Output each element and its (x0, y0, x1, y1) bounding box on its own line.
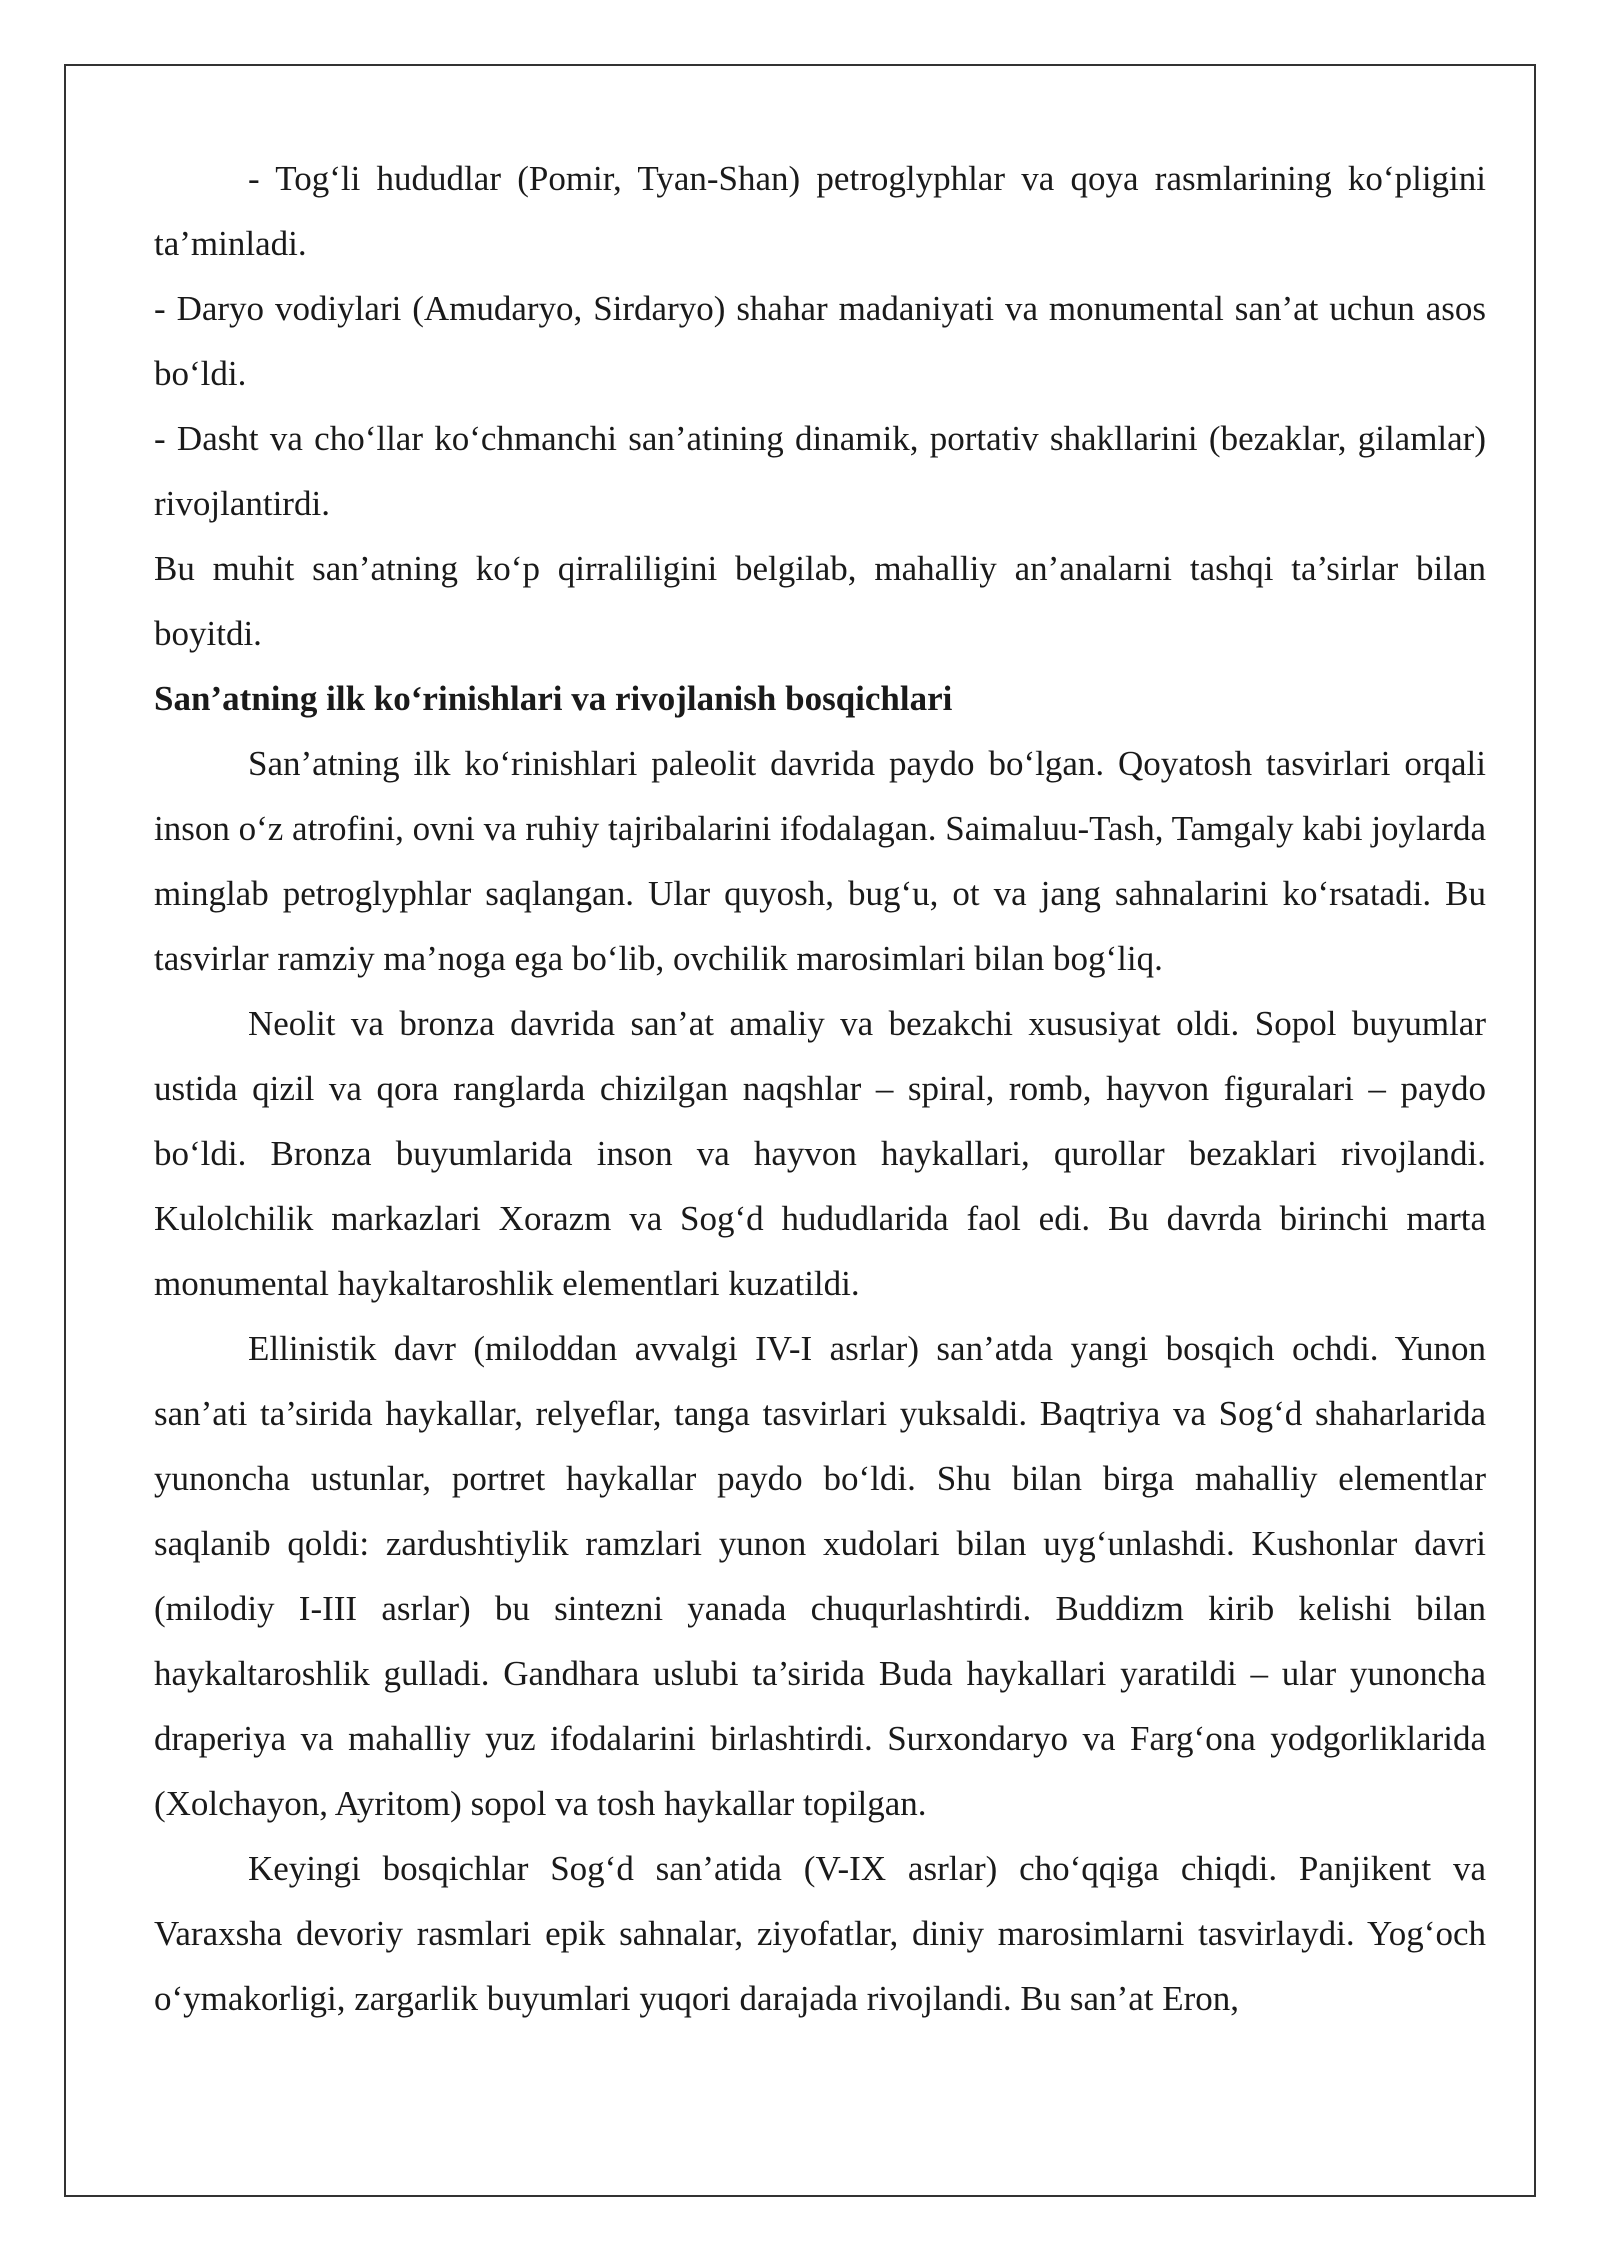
bullet-steppes: - Dasht va cho‘llar ko‘chmanchi san’atining dinamik, portativ shakllarini (bezaklar, gilamlar) rivojlantirdi. (154, 419, 1486, 523)
document-body (154, 146, 1486, 2031)
paragraph-paleolithic: San’atning ilk ko‘rinishlari paleolit davrida paydo bo‘lgan. Qoyatosh tasvirlari orqali inson o‘z atrofini, ovni va ruhiy tajribalarini ifodalagan. Saimaluu-Tash, Tamgaly kabi joylarda minglab petroglyphlar saqlangan. Ular quyosh, bug‘u, ot va jang sahnalarini ko‘rsatadi. Bu tasvirlar ramziy ma’noga ega bo‘lib, ovchilik marosimlari bilan bog‘liq. (154, 744, 1486, 978)
paragraph-neolithic-bronze: Neolit va bronza davrida san’at amaliy va bezakchi xususiyat oldi. Sopol buyumlar ustida qizil va qora ranglarda chizilgan naqshlar – spiral, romb, hayvon figuralari – paydo bo‘ldi. Bronza buyumlarida inson va hayvon haykallari, qurollar bezaklari rivojlandi. Kulolchilik markazlari Xorazm va Sog‘d hududlarida faol edi. Bu davrda birinchi marta monumental haykaltaroshlik elementlari kuzatildi. (154, 1004, 1486, 1303)
paragraph-hellenistic: Ellinistik davr (miloddan avvalgi IV-I asrlar) san’atda yangi bosqich ochdi. Yunon san’ati ta’sirida haykallar, relyeflar, tanga tasvirlari yuksaldi. Baqtriya va Sog‘d shaharlarida yunoncha ustunlar, portret haykallar paydo bo‘ldi. Shu bilan birga mahalliy elementlar saqlanib qoldi: zardushtiylik ramzlari yunon xudolari bilan uyg‘unlashdi. Kushonlar davri (milodiy I-III asrlar) bu sintezni yanada chuqurlashtirdi. Buddizm kirib kelishi bilan haykaltaroshlik gulladi. Gandhara uslubi ta’sirida Buda haykallari yaratildi – ular yunoncha draperiya va mahalliy yuz ifodalarini birlashtirdi. Surxondaryo va Farg‘ona yodgorliklarida (Xolchayon, Ayritom) sopol va tosh haykallar topilgan. (154, 1329, 1486, 1823)
bullet-mountains: - Tog‘li hududlar (Pomir, Tyan-Shan) petroglyphlar va qoya rasmlarining ko‘pligini ta’minladi. (154, 159, 1486, 263)
summary-paragraph: Bu muhit san’atning ko‘p qirraliligini belgilab, mahalliy an’analarni tashqi ta’sirlar bilan boyitdi. (154, 549, 1486, 653)
section-heading: San’atning ilk ko‘rinishlari va rivojlanish bosqichlari (154, 679, 953, 718)
bullet-river-valleys: - Daryo vodiylari (Amudaryo, Sirdaryo) shahar madaniyati va monumental san’at uchun asos bo‘ldi. (154, 289, 1486, 393)
paragraph-sogdian: Keyingi bosqichlar Sog‘d san’atida (V-IX asrlar) cho‘qqiga chiqdi. Panjikent va Varaxsha devoriy rasmlari epik sahnalar, ziyofatlar, diniy marosimlarni tasvirlaydi. Yog‘och o‘ymakorligi, zargarlik buyumlari yuqori darajada rivojlandi. Bu san’at Eron, (154, 1849, 1486, 2018)
